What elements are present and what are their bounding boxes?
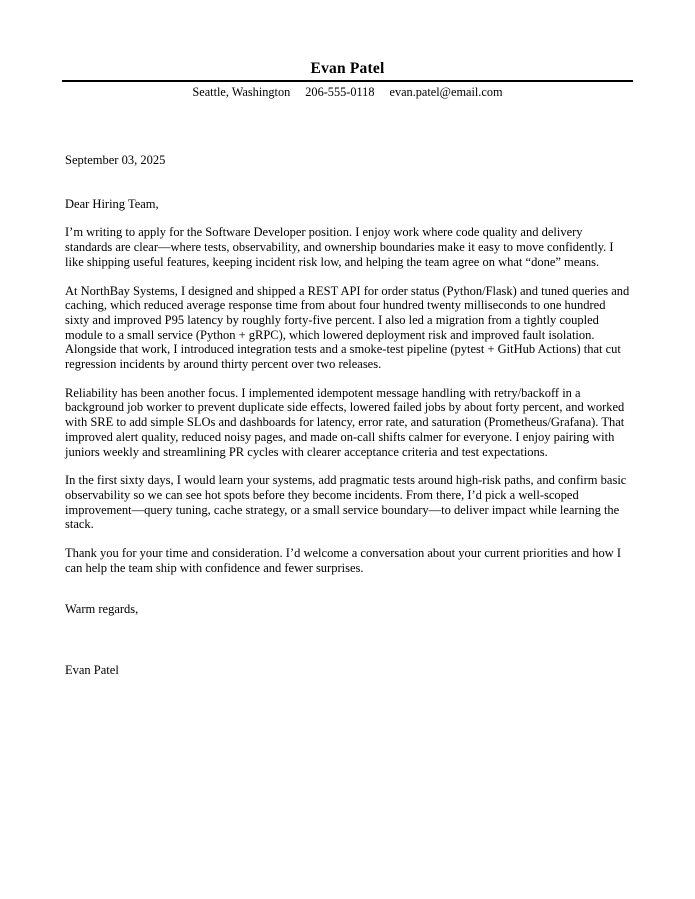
body-paragraph-2: At NorthBay Systems, I designed and shipped a REST API for order status (Python/Flask) and tuned queries and caching, which reduced average response time from about four hundred twenty milliseconds to one hundred sixty and improved P95 latency by roughly forty-five percent. I also led a migration from a tightly coupled module to a small service (Python + gRPC), which lowered deployment risk and improved fault isolation. Alongside that work, I introduced integration tests and a smoke-test pipeline (pytest + GitHub Actions) that cut regression incidents by around thirty percent over two releases.	[65, 283, 630, 372]
closing: Warm regards,	[65, 602, 139, 617]
salutation: Dear Hiring Team,	[65, 196, 159, 211]
contact-line	[65, 85, 630, 99]
contact-phone: 206-555-0118	[305, 85, 375, 99]
applicant-name: Evan Patel	[310, 60, 385, 77]
contact-location: Seattle, Washington	[192, 85, 291, 99]
body-paragraph-3: Reliability has been another focus. I implemented idempotent message handling with retry/backoff in a background job worker to prevent duplicate side effects, lowered failed jobs by about forty percent, and worked with SRE to add simple SLOs and dashboards for latency, error rate, and saturation (Prometheus/Grafana). That improved alert quality, reduced noisy pages, and made on-call shifts calmer for everyone. I enjoy pairing with juniors weekly and streamlining PR cycles with clearer acceptance criteria and test expectations.	[65, 385, 625, 459]
header-divider	[62, 80, 633, 82]
date-line: September 03, 2025	[65, 153, 166, 167]
body-paragraph-4: In the first sixty days, I would learn your systems, add pragmatic tests around high-risk paths, and confirm basic observability so we can see hot spots before they become incidents. From there, I’d pick a well-scoped improvement—query tuning, cache strategy, or a small service boundary—to deliver impact while learning the stack.	[65, 473, 627, 532]
letter-header	[65, 60, 630, 99]
body-paragraph-5: Thank you for your time and consideration. I’d welcome a conversation about your current priorities and how I can help the team ship with confidence and fewer surprises.	[65, 546, 622, 575]
signature-name: Evan Patel	[65, 663, 119, 678]
contact-email: evan.patel@email.com	[389, 85, 503, 99]
body-paragraph-1: I’m writing to apply for the Software Developer position. I enjoy work where code quality and delivery standards are clear—where tests, observability, and ownership boundaries make it easy to move confidently. I like shipping useful features, keeping incident risk low, and helping the team agree on what “done” means.	[65, 225, 614, 269]
letter-body	[65, 153, 630, 678]
